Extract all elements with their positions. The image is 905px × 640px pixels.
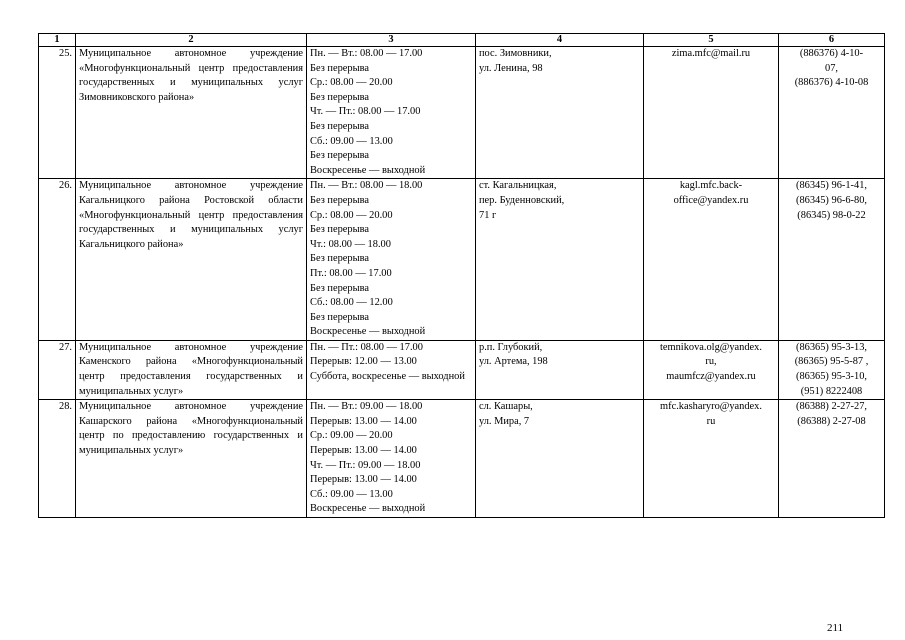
address-line: пер. Буденновский, [479, 194, 565, 206]
hours-line: Перерыв: 13.00 — 14.00 [310, 474, 417, 486]
hours-line: Пн. — Вт.: 08.00 — 18.00 [310, 180, 423, 192]
page-number: 211 [827, 622, 844, 634]
row-number: 25. [39, 47, 76, 179]
address-line: сл. Кашары, [479, 401, 533, 413]
phone-line: (86345) 96-1-41, [796, 180, 867, 192]
phone-line: (886376) 4-10- [799, 48, 864, 59]
mfc-table [38, 33, 885, 518]
address [476, 47, 644, 179]
address-line: 71 г [479, 209, 497, 221]
phone-line: (86345) 96-6-80, [796, 194, 867, 206]
email [644, 340, 779, 399]
working-hours [307, 340, 476, 399]
phone-line: (86388) 2-27-27, [796, 401, 867, 413]
phones [779, 179, 885, 341]
institution-name: Муниципальное автономное учреждение Кагальницкого района Ростовской области «Многофункциональный центр предоставления государственных и муниципальных услуг Кагальницкого района» [76, 179, 307, 341]
row-number: 28. [39, 400, 76, 518]
hours-line: Без перерыва [310, 311, 369, 323]
hours-line: Ср.: 08.00 — 20.00 [310, 77, 393, 89]
email-line: maumfcz@yandex.ru [666, 371, 756, 383]
phone-line: 07, [825, 62, 838, 74]
address [476, 179, 644, 341]
phone-line: (86365) 95-3-13, [796, 341, 867, 353]
address-line: ст. Кагальницкая, [479, 180, 557, 192]
row-number: 26. [39, 179, 76, 341]
hours-line: Чт. — Пт.: 09.00 — 18.00 [310, 459, 421, 471]
col-header-2: 2 [76, 34, 307, 47]
email [644, 179, 779, 341]
hours-line: Без перерыва [310, 194, 369, 206]
email-line: office@yandex.ru [673, 194, 749, 206]
email [644, 47, 779, 179]
hours-line: Ср.: 09.00 — 20.00 [310, 430, 393, 442]
phone-line: (86365) 95-5-87 , [794, 356, 869, 368]
address [476, 340, 644, 399]
hours-line: Сб.: 09.00 — 13.00 [310, 135, 393, 147]
address [476, 400, 644, 518]
hours-line: Перерыв: 12.00 — 13.00 [310, 356, 417, 368]
header-row [39, 34, 885, 47]
working-hours [307, 47, 476, 179]
hours-line: Сб.: 09.00 — 13.00 [310, 488, 393, 500]
phone-line: (86345) 98-0-22 [797, 209, 866, 221]
email [644, 400, 779, 518]
row-number: 27. [39, 340, 76, 399]
email-line: temnikova.olg@yandex. [660, 341, 762, 353]
hours-line: Суббота, воскресенье — выходной [310, 371, 465, 383]
working-hours [307, 400, 476, 518]
hours-line: Чт.: 08.00 — 18.00 [310, 238, 391, 250]
table-row [39, 179, 885, 341]
hours-line: Пт.: 08.00 — 17.00 [310, 267, 392, 279]
col-header-1: 1 [39, 34, 76, 47]
address-line: ул. Мира, 7 [479, 415, 530, 427]
hours-line: Чт. — Пт.: 08.00 — 17.00 [310, 106, 421, 118]
email-line: ru, [705, 356, 717, 368]
address-line: ул. Артема, 198 [479, 356, 548, 368]
hours-line: Без перерыва [310, 120, 369, 132]
address-line: пос. Зимовники, [479, 48, 552, 59]
hours-line: Без перерыва [310, 224, 369, 236]
hours-line: Воскресенье — выходной [310, 164, 426, 176]
hours-line: Ср.: 08.00 — 20.00 [310, 209, 393, 221]
phone-line: (86388) 2-27-08 [797, 415, 866, 427]
email-line: kagl.mfc.back- [679, 180, 743, 192]
table-body [39, 47, 885, 518]
col-header-3: 3 [307, 34, 476, 47]
hours-line: Без перерыва [310, 282, 369, 294]
email-line: ru [706, 415, 716, 427]
col-header-4: 4 [476, 34, 644, 47]
phones [779, 47, 885, 179]
hours-line: Сб.: 08.00 — 12.00 [310, 297, 393, 309]
institution-name: Муниципальное автономное учреждение «Многофункциональный центр предоставления государственных и муниципальных услуг Зимовниковского района» [76, 47, 307, 179]
phone-line: (86365) 95-3-10, [796, 371, 867, 383]
institution-name: Муниципальное автономное учреждение Кашарского района «Многофункциональный центр по предоставлению государственных и муниципальных услуг» [76, 400, 307, 518]
hours-line: Воскресенье — выходной [310, 326, 426, 338]
table-row [39, 400, 885, 518]
phones [779, 340, 885, 399]
phones [779, 400, 885, 518]
hours-line: Перерыв: 13.00 — 14.00 [310, 415, 417, 427]
phone-line: (951) 8222408 [800, 385, 863, 397]
hours-line: Пн. — Вт.: 08.00 — 17.00 [310, 48, 423, 59]
phone-line: (886376) 4-10-08 [794, 77, 869, 89]
email-line: zima.mfc@mail.ru [671, 48, 751, 59]
hours-line: Без перерыва [310, 62, 369, 74]
institution-name: Муниципальное автономное учреждение Каменского района «Многофункциональный центр предоставления государственных и муниципальных услуг» [76, 340, 307, 399]
hours-line: Без перерыва [310, 253, 369, 265]
col-header-5: 5 [644, 34, 779, 47]
address-line: ул. Ленина, 98 [479, 62, 543, 74]
hours-line: Перерыв: 13.00 — 14.00 [310, 445, 417, 457]
table-row [39, 47, 885, 179]
hours-line: Воскресенье — выходной [310, 503, 426, 515]
working-hours [307, 179, 476, 341]
address-line: р.п. Глубокий, [479, 341, 543, 353]
hours-line: Без перерыва [310, 91, 369, 103]
col-header-6: 6 [779, 34, 885, 47]
hours-line: Пн. — Пт.: 08.00 — 17.00 [310, 341, 423, 353]
hours-line: Без перерыва [310, 150, 369, 162]
hours-line: Пн. — Вт.: 09.00 — 18.00 [310, 401, 423, 413]
table-row [39, 340, 885, 399]
email-line: mfc.kasharyro@yandex. [660, 401, 762, 413]
